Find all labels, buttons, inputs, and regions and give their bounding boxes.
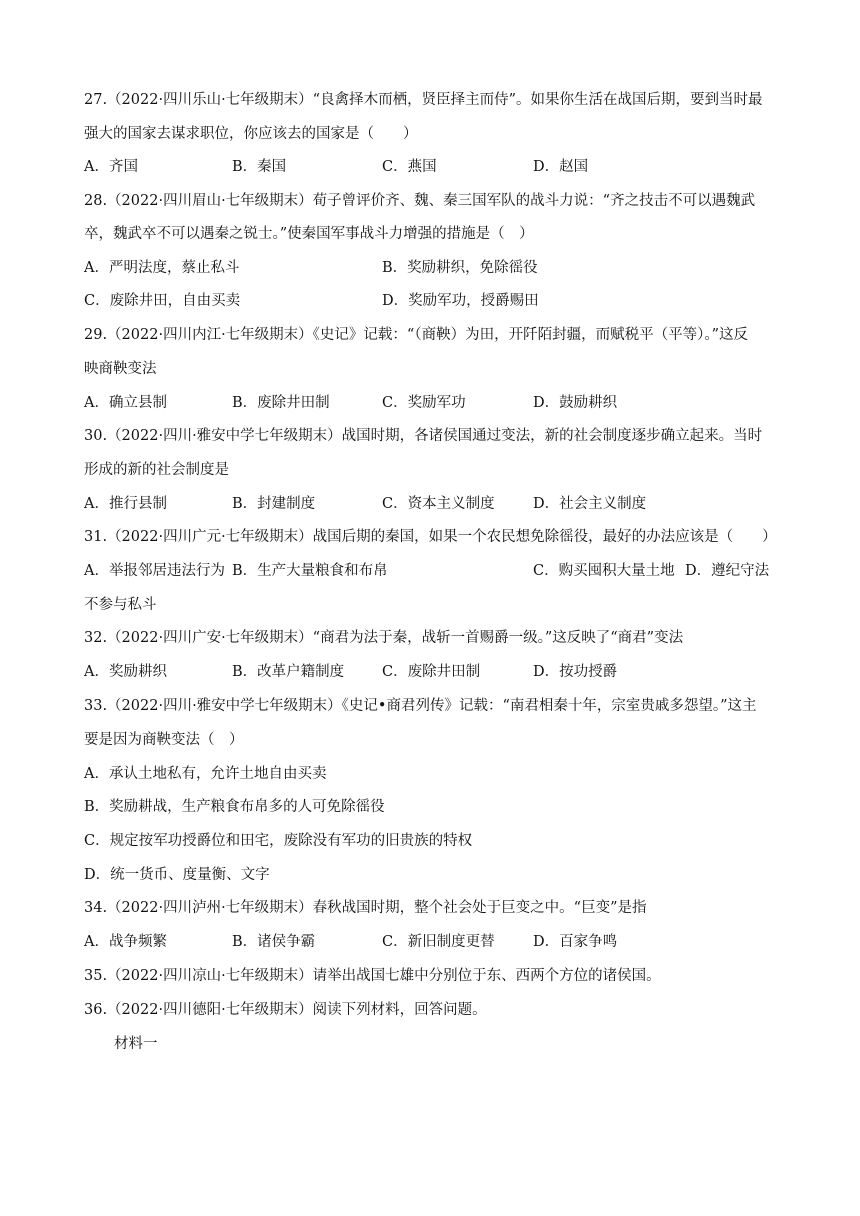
q32-option-b: B．改革户籍制度	[232, 664, 345, 680]
q29-option-a: A．确立县制	[84, 395, 167, 411]
q30-option-b: B．封建制度	[232, 496, 316, 512]
q27-stem-line-1: 27.（2022·四川乐山·七年级期末）“良禽择木而栖，贤臣择主而侍”。如果你生活在战国后期，要到当时最	[84, 92, 763, 108]
q36-stem-line-1: 36.（2022·四川德阳·七年级期末）阅读下列材料，回答问题。	[84, 1002, 487, 1018]
q34-option-d: D．百家争鸣	[533, 934, 618, 950]
q33-option-a: A．承认土地私有，允许土地自由买卖	[84, 766, 327, 782]
q35-stem-line-1: 35.（2022·四川凉山·七年级期末）请举出战国七雄中分别位于东、西两个方位的诸侯国。	[84, 968, 661, 984]
q27-stem-line-2: 强大的国家去谋求职位，你应该去的国家是（ ）	[84, 126, 418, 142]
q33-option-d: D．统一货币、度量衡、文字	[84, 867, 270, 883]
q33-stem-line-1: 33.（2022·四川·雅安中学七年级期末）《史记•商君列传》记载：“南君相秦十年，宗室贵戚多怨望。”这主	[84, 698, 757, 714]
q29-stem-line-2: 映商鞅变法	[84, 361, 157, 377]
q32-option-d: D．按功授爵	[533, 664, 618, 680]
q31-option-b: B．生产大量粮食和布帛	[232, 563, 388, 579]
q33-stem-line-2: 要是因为商鞅变法（ ）	[84, 732, 244, 748]
q34-option-b: B．诸侯争霸	[232, 934, 316, 950]
q27-option-c: C．燕国	[382, 159, 437, 175]
q31-option-a: A．举报邻居违法行为	[84, 563, 225, 579]
q34-stem-line-1: 34.（2022·四川泸州·七年级期末）春秋战国时期，整个社会处于巨变之中。“巨变”是指	[84, 900, 647, 916]
q32-option-c: C．废除井田制	[382, 664, 481, 680]
q32-stem-line-1: 32.（2022·四川广安·七年级期末）“商君为法于秦，战斩一首赐爵一级。”这反映了“商君”变法	[84, 630, 684, 646]
q27-option-a: A．齐国	[84, 159, 138, 175]
q28-stem-line-2: 卒，魏武卒不可以遇秦之锐士。”使秦国军事战斗力增强的措施是（ ）	[84, 226, 534, 242]
q27-option-d: D．赵国	[533, 159, 589, 175]
q31-option-d: D．遵纪守法	[685, 563, 770, 579]
q34-option-a: A．战争频繁	[84, 934, 167, 950]
q29-option-c: C．奖励军功	[382, 395, 466, 411]
q28-option-d: D．奖励军功，授爵赐田	[382, 293, 539, 309]
q28-option-b: B．奖励耕织，免除徭役	[382, 260, 538, 276]
q30-option-a: A．推行县制	[84, 496, 167, 512]
q30-option-c: C．资本主义制度	[382, 496, 495, 512]
q33-option-c: C．规定按军功授爵位和田宅，废除没有军功的旧贵族的特权	[84, 833, 473, 849]
q30-option-d: D．社会主义制度	[533, 496, 647, 512]
q30-stem-line-2: 形成的新的社会制度是	[84, 462, 229, 478]
q31-option-c: C．购买囤积大量土地	[533, 563, 675, 579]
q33-option-b: B．奖励耕战，生产粮食布帛多的人可免除徭役	[84, 799, 385, 815]
q30-stem-line-1: 30.（2022·四川·雅安中学七年级期末）战国时期，各诸侯国通过变法，新的社会制度逐步确立起来。当时	[84, 428, 763, 444]
q31-option-d-continued: 不参与私斗	[84, 597, 157, 613]
q34-option-c: C．新旧制度更替	[382, 934, 495, 950]
q28-option-c: C．废除井田，自由买卖	[84, 293, 241, 309]
q29-option-d: D．鼓励耕织	[533, 395, 618, 411]
q32-option-a: A．奖励耕织	[84, 664, 167, 680]
q29-stem-line-1: 29.（2022·四川内江·七年级期末）《史记》记载：“（商鞅）为田，开阡陌封疆，而赋税平（平等）。”这反	[84, 327, 749, 343]
material-label: 材料一	[114, 1036, 158, 1052]
q28-option-a: A．严明法度，蔡止私斗	[84, 260, 240, 276]
q31-stem-line-1: 31.（2022·四川广元·七年级期末）战国后期的秦国，如果一个农民想免除徭役，最好的办法应该是（ ）	[84, 529, 777, 545]
q29-option-b: B．废除井田制	[232, 395, 330, 411]
q28-stem-line-1: 28.（2022·四川眉山·七年级期末）荀子曾评价齐、魏、秦三国军队的战斗力说：“齐之技击不可以遇魏武	[84, 193, 756, 209]
q27-option-b: B．秦国	[232, 159, 287, 175]
